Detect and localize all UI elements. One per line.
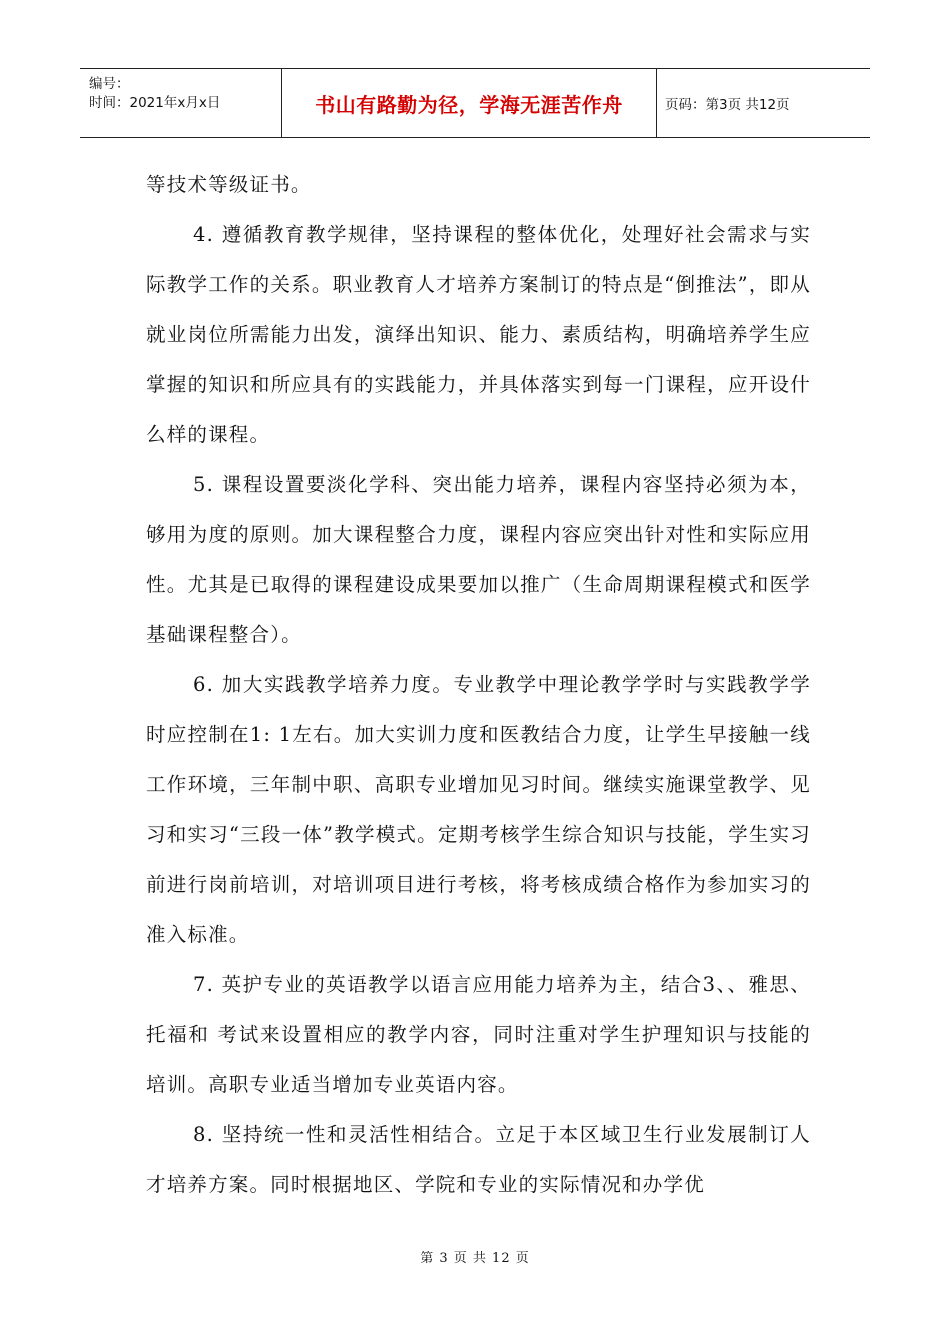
document-date-label: 时间：2021年x月x日 — [89, 95, 221, 111]
document-body — [146, 160, 811, 1210]
paragraph-item-8: 8. 坚持统一性和灵活性相结合。立足于本区域卫生行业发展制订人才培养方案。同时根据地区、学院和专业的实际情况和办学优 — [146, 1123, 811, 1196]
paragraph-continuation: 等技术等级证书。 — [146, 173, 312, 196]
header-meta-cell — [80, 69, 282, 137]
page-header — [80, 68, 870, 138]
header-page-info: 页码：第3页 共12页 — [665, 97, 790, 113]
paragraph-item-5: 5. 课程设置要淡化学科、突出能力培养，课程内容坚持必须为本，够用为度的原则。加大课程整合力度，课程内容应突出针对性和实际应用性。尤其是已取得的课程建设成果要加以推广（生命周期课程模式和医学基础课程整合）。 — [146, 473, 811, 646]
document-number-label: 编号： — [89, 76, 130, 92]
header-motto: 书山有路勤为径，学海无涯苦作舟 — [282, 69, 657, 137]
page-footer: 第 3 页 共 12 页 — [420, 1251, 530, 1266]
paragraph-item-7: 7. 英护专业的英语教学以语言应用能力培养为主，结合3、、雅思、托福和 考试来设置相应的教学内容，同时注重对学生护理知识与技能的培训。高职专业适当增加专业英语内容。 — [146, 973, 811, 1096]
paragraph-item-6: 6. 加大实践教学培养力度。专业教学中理论教学学时与实践教学学时应控制在1: 1左右。加大实训力度和医教结合力度，让学生早接触一线工作环境，三年制中职、高职专业增加见习时间。继续实施课堂教学、见习和实习“三段一体”教学模式。定期考核学生综合知识与技能，学生实习前进行岗前培训，对培训项目进行考核，将考核成绩合格作为参加实习的准入标准。 — [146, 673, 811, 946]
paragraph-item-4: 4. 遵循教育教学规律，坚持课程的整体优化，处理好社会需求与实际教学工作的关系。职业教育人才培养方案制订的特点是“倒推法”，即从就业岗位所需能力出发，演绎出知识、能力、素质结构，明确培养学生应掌握的知识和所应具有的实践能力，并具体落实到每一门课程，应开设什么样的课程。 — [146, 223, 811, 446]
